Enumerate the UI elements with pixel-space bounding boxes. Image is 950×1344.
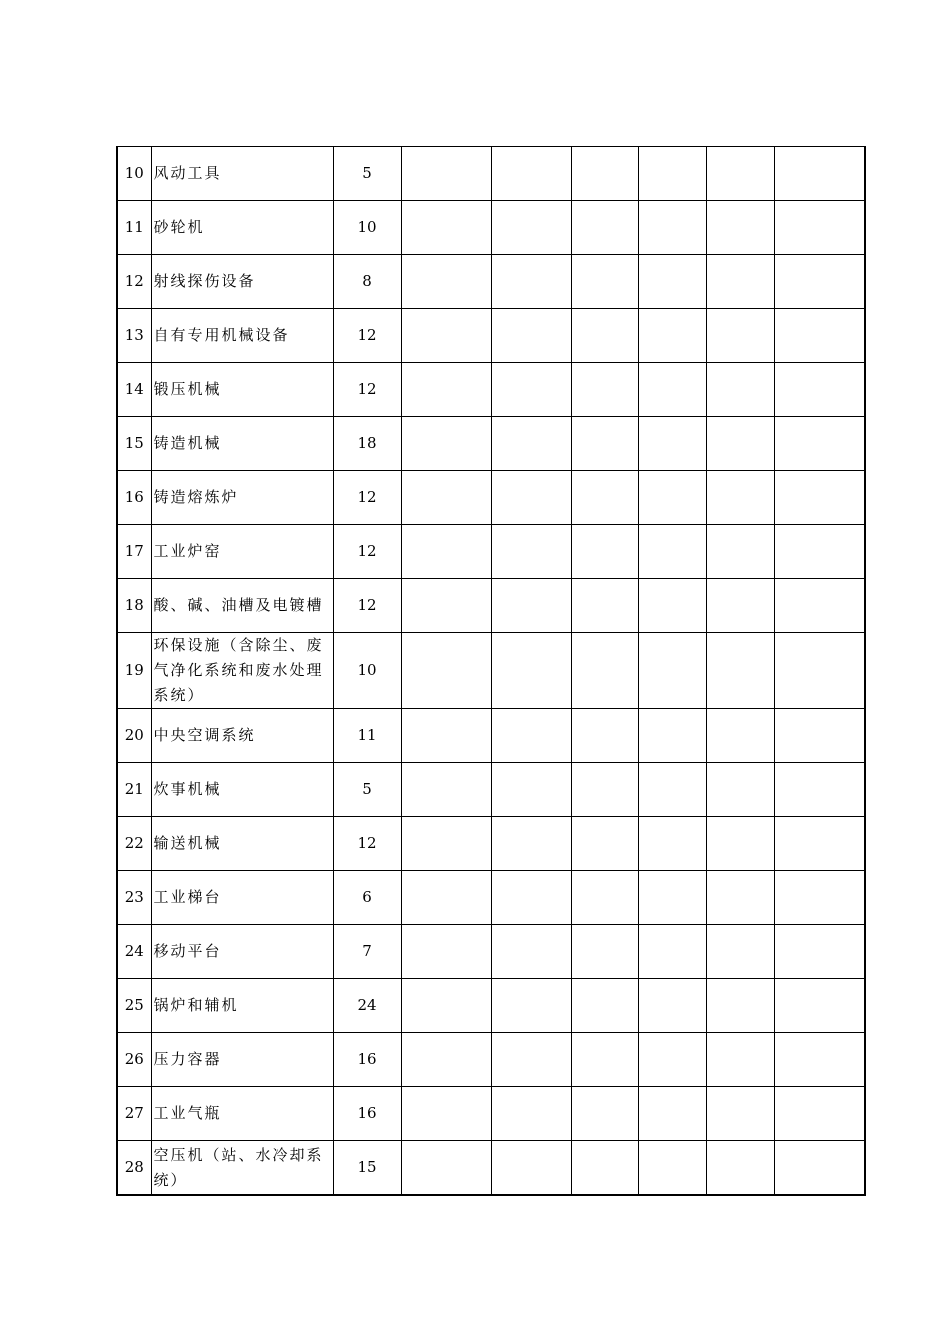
equipment-table <box>116 146 866 1196</box>
blank-cell <box>401 147 491 201</box>
row-number: 22 <box>117 817 151 871</box>
score-value: 12 <box>333 363 401 417</box>
blank-cell <box>571 1033 638 1087</box>
score-value: 18 <box>333 417 401 471</box>
blank-cell <box>401 1087 491 1141</box>
table-row <box>117 363 865 417</box>
equipment-name: 锻压机械 <box>151 363 333 417</box>
row-number: 14 <box>117 363 151 417</box>
blank-cell <box>571 979 638 1033</box>
blank-cell <box>401 709 491 763</box>
equipment-name: 砂轮机 <box>151 201 333 255</box>
table-row <box>117 255 865 309</box>
equipment-name: 空压机（站、水冷却系统） <box>151 1141 333 1196</box>
blank-cell <box>401 1033 491 1087</box>
score-value: 12 <box>333 817 401 871</box>
blank-cell <box>638 1141 706 1196</box>
table-row <box>117 817 865 871</box>
blank-cell <box>571 147 638 201</box>
score-value: 12 <box>333 471 401 525</box>
blank-cell <box>571 633 638 709</box>
blank-cell <box>491 817 571 871</box>
blank-cell <box>638 763 706 817</box>
blank-cell <box>571 579 638 633</box>
blank-cell <box>401 309 491 363</box>
blank-cell <box>706 763 774 817</box>
blank-cell <box>706 1141 774 1196</box>
blank-cell <box>571 363 638 417</box>
blank-cell <box>571 417 638 471</box>
table-row <box>117 525 865 579</box>
equipment-name: 风动工具 <box>151 147 333 201</box>
row-number: 26 <box>117 1033 151 1087</box>
blank-cell <box>774 471 865 525</box>
blank-cell <box>638 579 706 633</box>
row-number: 15 <box>117 417 151 471</box>
row-number: 28 <box>117 1141 151 1196</box>
blank-cell <box>571 709 638 763</box>
table-row <box>117 979 865 1033</box>
row-number: 12 <box>117 255 151 309</box>
table-row <box>117 417 865 471</box>
blank-cell <box>706 417 774 471</box>
score-value: 8 <box>333 255 401 309</box>
blank-cell <box>638 709 706 763</box>
blank-cell <box>401 363 491 417</box>
blank-cell <box>401 763 491 817</box>
row-number: 25 <box>117 979 151 1033</box>
equipment-name: 工业梯台 <box>151 871 333 925</box>
equipment-name: 炊事机械 <box>151 763 333 817</box>
blank-cell <box>491 417 571 471</box>
blank-cell <box>401 925 491 979</box>
table-row <box>117 309 865 363</box>
blank-cell <box>571 817 638 871</box>
blank-cell <box>571 201 638 255</box>
blank-cell <box>638 925 706 979</box>
equipment-name: 锅炉和辅机 <box>151 979 333 1033</box>
blank-cell <box>571 1141 638 1196</box>
blank-cell <box>401 201 491 255</box>
blank-cell <box>706 633 774 709</box>
blank-cell <box>401 871 491 925</box>
blank-cell <box>401 633 491 709</box>
blank-cell <box>638 1033 706 1087</box>
blank-cell <box>638 979 706 1033</box>
blank-cell <box>706 147 774 201</box>
blank-cell <box>491 363 571 417</box>
blank-cell <box>638 363 706 417</box>
table-row <box>117 709 865 763</box>
blank-cell <box>774 979 865 1033</box>
blank-cell <box>706 525 774 579</box>
blank-cell <box>706 709 774 763</box>
equipment-name: 压力容器 <box>151 1033 333 1087</box>
blank-cell <box>638 817 706 871</box>
blank-cell <box>774 763 865 817</box>
blank-cell <box>774 579 865 633</box>
blank-cell <box>774 925 865 979</box>
score-value: 5 <box>333 147 401 201</box>
equipment-name: 环保设施（含除尘、废气净化系统和废水处理系统） <box>151 633 333 709</box>
blank-cell <box>774 871 865 925</box>
blank-cell <box>706 201 774 255</box>
blank-cell <box>571 763 638 817</box>
blank-cell <box>491 309 571 363</box>
table-row <box>117 201 865 255</box>
blank-cell <box>571 309 638 363</box>
score-value: 11 <box>333 709 401 763</box>
equipment-table-page <box>116 146 864 1196</box>
score-value: 16 <box>333 1087 401 1141</box>
row-number: 13 <box>117 309 151 363</box>
blank-cell <box>401 579 491 633</box>
row-number: 10 <box>117 147 151 201</box>
blank-cell <box>774 255 865 309</box>
equipment-name: 中央空调系统 <box>151 709 333 763</box>
blank-cell <box>706 255 774 309</box>
blank-cell <box>706 471 774 525</box>
blank-cell <box>774 633 865 709</box>
blank-cell <box>706 925 774 979</box>
blank-cell <box>706 979 774 1033</box>
blank-cell <box>491 579 571 633</box>
score-value: 10 <box>333 633 401 709</box>
blank-cell <box>571 525 638 579</box>
row-number: 23 <box>117 871 151 925</box>
equipment-name: 酸、碱、油槽及电镀槽 <box>151 579 333 633</box>
equipment-name: 射线探伤设备 <box>151 255 333 309</box>
blank-cell <box>706 1033 774 1087</box>
row-number: 20 <box>117 709 151 763</box>
blank-cell <box>491 633 571 709</box>
blank-cell <box>491 471 571 525</box>
score-value: 16 <box>333 1033 401 1087</box>
row-number: 17 <box>117 525 151 579</box>
blank-cell <box>401 417 491 471</box>
blank-cell <box>706 363 774 417</box>
blank-cell <box>571 1087 638 1141</box>
row-number: 24 <box>117 925 151 979</box>
blank-cell <box>638 525 706 579</box>
blank-cell <box>638 147 706 201</box>
table-row <box>117 147 865 201</box>
blank-cell <box>401 1141 491 1196</box>
score-value: 12 <box>333 579 401 633</box>
blank-cell <box>401 471 491 525</box>
blank-cell <box>491 709 571 763</box>
equipment-name: 工业炉窑 <box>151 525 333 579</box>
score-value: 10 <box>333 201 401 255</box>
equipment-name: 自有专用机械设备 <box>151 309 333 363</box>
blank-cell <box>774 1033 865 1087</box>
blank-cell <box>571 471 638 525</box>
blank-cell <box>706 871 774 925</box>
blank-cell <box>491 525 571 579</box>
blank-cell <box>774 1141 865 1196</box>
blank-cell <box>401 817 491 871</box>
blank-cell <box>571 925 638 979</box>
table-row <box>117 871 865 925</box>
blank-cell <box>774 147 865 201</box>
table-row <box>117 1141 865 1196</box>
equipment-name: 工业气瓶 <box>151 1087 333 1141</box>
score-value: 12 <box>333 525 401 579</box>
blank-cell <box>638 255 706 309</box>
blank-cell <box>706 579 774 633</box>
blank-cell <box>774 1087 865 1141</box>
score-value: 12 <box>333 309 401 363</box>
blank-cell <box>638 309 706 363</box>
blank-cell <box>638 417 706 471</box>
blank-cell <box>774 363 865 417</box>
blank-cell <box>774 201 865 255</box>
row-number: 11 <box>117 201 151 255</box>
table-row <box>117 579 865 633</box>
row-number: 18 <box>117 579 151 633</box>
blank-cell <box>491 255 571 309</box>
blank-cell <box>706 1087 774 1141</box>
blank-cell <box>774 525 865 579</box>
score-value: 6 <box>333 871 401 925</box>
score-value: 7 <box>333 925 401 979</box>
blank-cell <box>491 979 571 1033</box>
blank-cell <box>491 763 571 817</box>
blank-cell <box>491 1087 571 1141</box>
blank-cell <box>571 255 638 309</box>
blank-cell <box>638 871 706 925</box>
blank-cell <box>401 525 491 579</box>
blank-cell <box>774 417 865 471</box>
table-row <box>117 763 865 817</box>
blank-cell <box>491 147 571 201</box>
blank-cell <box>638 1087 706 1141</box>
equipment-name: 铸造机械 <box>151 417 333 471</box>
blank-cell <box>638 201 706 255</box>
blank-cell <box>401 979 491 1033</box>
table-row <box>117 925 865 979</box>
table-row <box>117 633 865 709</box>
blank-cell <box>638 633 706 709</box>
blank-cell <box>774 309 865 363</box>
score-value: 5 <box>333 763 401 817</box>
blank-cell <box>491 925 571 979</box>
blank-cell <box>774 709 865 763</box>
blank-cell <box>706 309 774 363</box>
row-number: 27 <box>117 1087 151 1141</box>
blank-cell <box>706 817 774 871</box>
score-value: 15 <box>333 1141 401 1196</box>
blank-cell <box>638 471 706 525</box>
blank-cell <box>491 871 571 925</box>
blank-cell <box>491 1141 571 1196</box>
blank-cell <box>401 255 491 309</box>
score-value: 24 <box>333 979 401 1033</box>
row-number: 19 <box>117 633 151 709</box>
table-row <box>117 1087 865 1141</box>
blank-cell <box>571 871 638 925</box>
blank-cell <box>491 201 571 255</box>
table-row <box>117 471 865 525</box>
table-row <box>117 1033 865 1087</box>
blank-cell <box>491 1033 571 1087</box>
equipment-name: 输送机械 <box>151 817 333 871</box>
row-number: 21 <box>117 763 151 817</box>
blank-cell <box>774 817 865 871</box>
equipment-name: 铸造熔炼炉 <box>151 471 333 525</box>
row-number: 16 <box>117 471 151 525</box>
equipment-name: 移动平台 <box>151 925 333 979</box>
